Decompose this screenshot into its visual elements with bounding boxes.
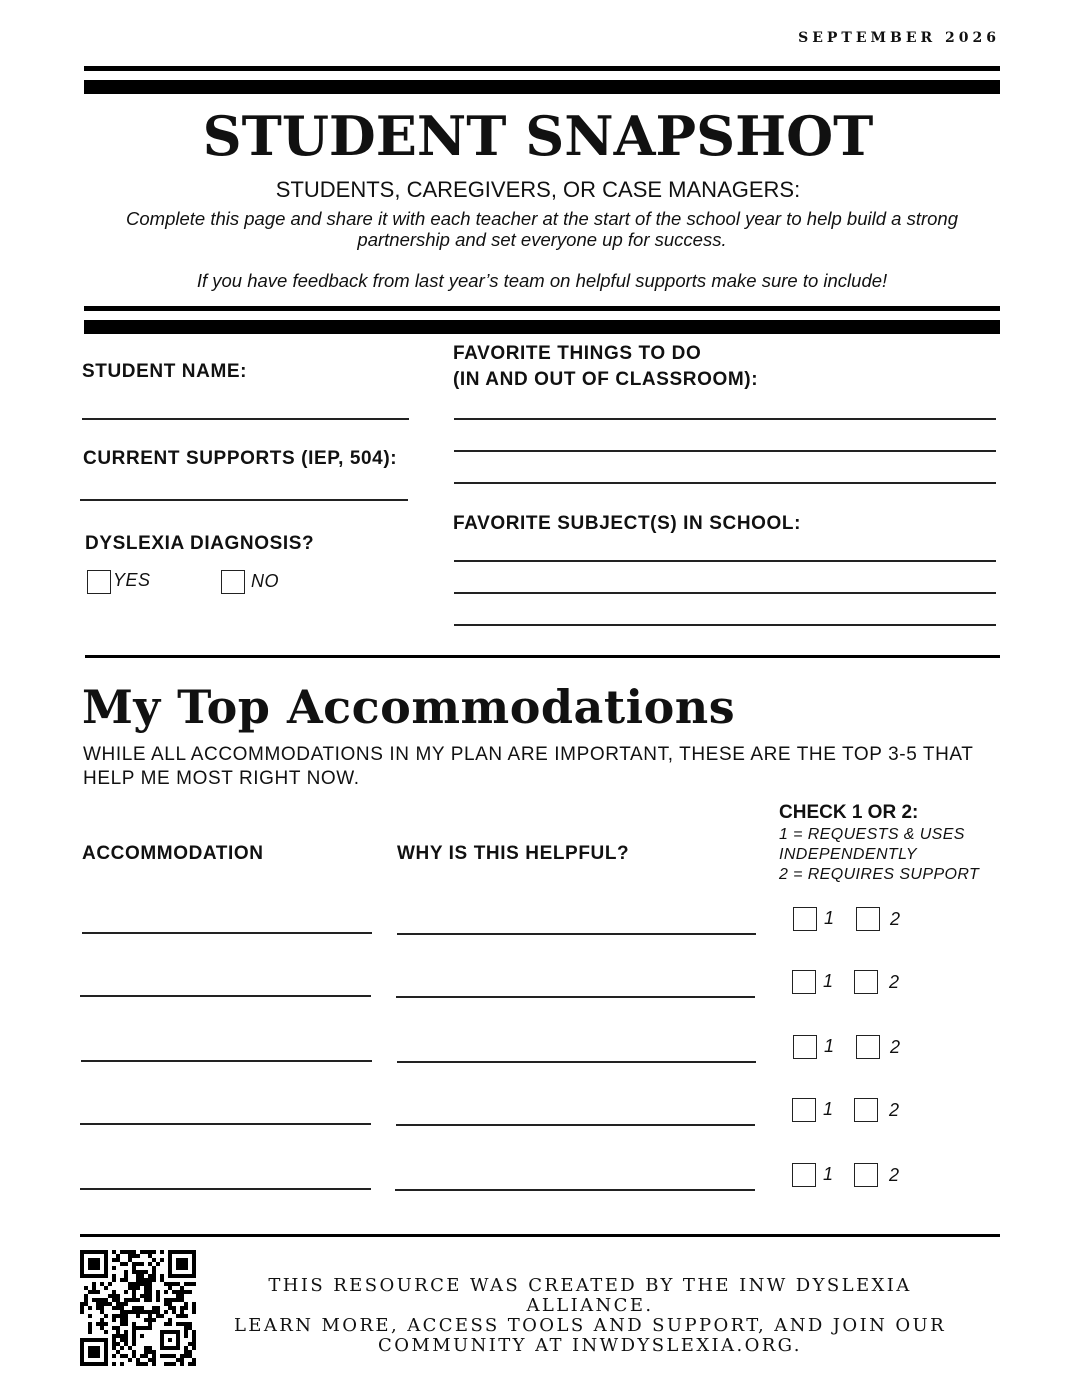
mid-rule-thick [84, 320, 1000, 334]
row3-option2-label: 2 [890, 1037, 901, 1057]
dyslexia-yes-label: YES [113, 570, 151, 590]
favorite-subjects-field-1[interactable] [454, 560, 996, 562]
row2-option2-label: 2 [889, 972, 900, 992]
section-divider [85, 655, 1000, 658]
accommodation-field-1[interactable] [82, 932, 372, 934]
row5-option2-checkbox[interactable] [854, 1163, 878, 1187]
current-supports-field[interactable] [80, 499, 408, 501]
top-rule-thick [84, 80, 1000, 94]
student-name-field[interactable] [82, 418, 409, 420]
accommodation-field-5[interactable] [80, 1188, 371, 1190]
row3-option1-label: 1 [824, 1036, 835, 1056]
why-helpful-field-3[interactable] [397, 1061, 756, 1063]
mid-rule-thin [84, 306, 1000, 311]
row5-option1-label: 1 [823, 1164, 834, 1184]
row1-option2-label: 2 [890, 909, 901, 929]
accommodations-heading: My Top Accommodations [82, 680, 736, 734]
why-helpful-field-1[interactable] [397, 933, 756, 935]
favorite-things-field-3[interactable] [454, 482, 996, 484]
row2-option1-label: 1 [823, 971, 834, 991]
dyslexia-no-label: NO [251, 571, 279, 591]
why-helpful-field-5[interactable] [395, 1189, 755, 1191]
page-title: STUDENT SNAPSHOT [202, 104, 874, 168]
row1-option1-label: 1 [824, 908, 835, 928]
favorite-subjects-label: FAVORITE SUBJECT(S) IN SCHOOL: [453, 513, 802, 534]
check-heading: CHECK 1 OR 2: [779, 802, 919, 823]
qr-code-icon [80, 1250, 196, 1366]
dyslexia-no-checkbox[interactable] [221, 570, 245, 594]
row4-option2-label: 2 [889, 1100, 900, 1120]
row5-option2-label: 2 [889, 1165, 900, 1185]
favorite-things-field-1[interactable] [454, 418, 996, 420]
row1-option2-checkbox[interactable] [856, 907, 880, 931]
row4-option1-label: 1 [823, 1099, 834, 1119]
current-supports-label: CURRENT SUPPORTS (IEP, 504): [83, 448, 398, 469]
dyslexia-diagnosis-label: DYSLEXIA DIAGNOSIS? [85, 533, 315, 554]
favorite-things-field-2[interactable] [454, 450, 996, 452]
row4-option2-checkbox[interactable] [854, 1098, 878, 1122]
footer-line-2: LEARN MORE, ACCESS TOOLS AND SUPPORT, AND JOIN OUR [233, 1315, 947, 1336]
why-helpful-field-2[interactable] [396, 996, 755, 998]
favorite-subjects-field-2[interactable] [454, 592, 996, 594]
row4-option1-checkbox[interactable] [792, 1098, 816, 1122]
row1-option1-checkbox[interactable] [793, 907, 817, 931]
why-helpful-column-header: WHY IS THIS HELPFUL? [397, 843, 630, 864]
accommodation-field-3[interactable] [81, 1060, 372, 1062]
intro-text: Complete this page and share it with each teacher at the start of the school year to help build a strong partnership and set everyone up for success. [126, 208, 958, 250]
check-legend-line2: INDEPENDENTLY [779, 846, 917, 863]
date-label: SEPTEMBER 2026 [798, 30, 1000, 46]
check-legend-line1: 1 = REQUESTS & USES [779, 826, 965, 843]
footer-line-1: THIS RESOURCE WAS CREATED BY THE INW DYSLEXIA ALLIANCE. [268, 1275, 912, 1316]
intro-feedback-text: If you have feedback from last year’s team on helpful supports make sure to include! [196, 270, 888, 291]
favorite-subjects-field-3[interactable] [454, 624, 996, 626]
accommodation-field-4[interactable] [80, 1123, 371, 1125]
top-rule-thin [84, 66, 1000, 71]
favorite-things-label-line1: FAVORITE THINGS TO DO [453, 343, 702, 364]
dyslexia-yes-checkbox[interactable] [87, 570, 111, 594]
footer-text [210, 1276, 970, 1356]
row3-option2-checkbox[interactable] [856, 1035, 880, 1059]
row3-option1-checkbox[interactable] [793, 1035, 817, 1059]
footer-line-3: COMMUNITY AT INWDYSLEXIA.ORG. [378, 1335, 802, 1356]
why-helpful-field-4[interactable] [396, 1124, 755, 1126]
row5-option1-checkbox[interactable] [792, 1163, 816, 1187]
accommodation-field-2[interactable] [80, 995, 371, 997]
page-subtitle: STUDENTS, CAREGIVERS, OR CASE MANAGERS: [275, 177, 801, 202]
favorite-things-label-line2: (IN AND OUT OF CLASSROOM): [453, 369, 759, 390]
student-name-label: STUDENT NAME: [82, 361, 248, 382]
row2-option2-checkbox[interactable] [854, 970, 878, 994]
accommodations-description: WHILE ALL ACCOMMODATIONS IN MY PLAN ARE IMPORTANT, THESE ARE THE TOP 3-5 THAT HELP ME MOST RIGHT NOW. [83, 744, 974, 789]
accommodation-column-header: ACCOMMODATION [82, 843, 264, 864]
row2-option1-checkbox[interactable] [792, 970, 816, 994]
check-legend-line3: 2 = REQUIRES SUPPORT [779, 866, 980, 883]
footer-divider [80, 1234, 1000, 1237]
